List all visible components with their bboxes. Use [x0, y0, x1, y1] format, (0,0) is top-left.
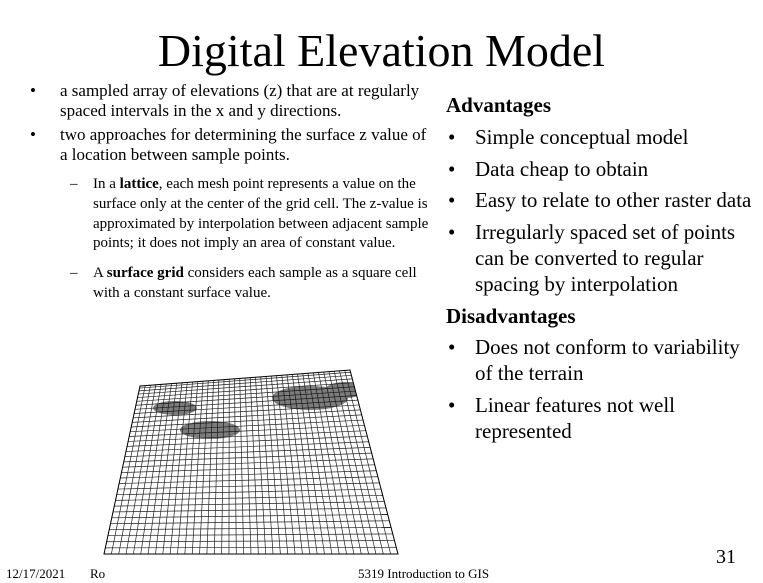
bullet-marker: • — [448, 220, 456, 245]
term-lattice: lattice — [119, 176, 159, 192]
footer-course: 5319 Introduction to GIS — [358, 566, 490, 581]
disadvantage-item — [446, 335, 756, 387]
footer-date: 12/17/2021 — [6, 566, 66, 581]
disadvantage-text: Does not conform to variability of the terrain — [475, 335, 740, 386]
bullet-marker: • — [448, 188, 456, 213]
bullet-marker: • — [448, 156, 456, 181]
bullet-marker: • — [448, 124, 456, 149]
dash-marker: – — [70, 265, 78, 282]
dash-marker: – — [70, 176, 78, 192]
bullet-marker: • — [30, 125, 36, 144]
sub-bullet-text-start: A — [93, 265, 107, 282]
advantage-item — [446, 157, 756, 183]
page-number: 31 — [716, 546, 736, 568]
disadvantage-text: Linear features not well represented — [475, 392, 675, 443]
dem-mesh-illustration — [80, 368, 400, 558]
advantage-text: Irregularly spaced set of points can be converted to regular spacing by interpolation — [475, 220, 736, 296]
disadvantages-heading: Disadvantages — [446, 303, 576, 328]
bullet-marker: • — [30, 81, 36, 100]
advantage-item — [446, 220, 756, 297]
advantage-item — [446, 125, 756, 151]
slide-title: Digital Elevation Model — [157, 25, 606, 76]
bullet-marker: • — [448, 392, 456, 417]
definition-column — [30, 81, 430, 304]
advantage-item — [446, 188, 756, 214]
surface-grid-sub-bullet — [30, 264, 430, 304]
pros-cons-column — [446, 93, 756, 445]
term-surface-grid: surface grid — [106, 265, 184, 282]
footer-author: Ro — [90, 566, 106, 581]
bullet-marker: • — [448, 335, 456, 360]
sub-bullet-text-rest: , each mesh point represents a value on the surface only at the center of the grid cell. The z-value is approximated by interpolation between adjacent sample points; it does not imply an area of constant value. — [93, 176, 429, 252]
bullet-text: two approaches for determining the surface z value of a location between sample points. — [60, 125, 427, 164]
advantage-text: Data cheap to obtain — [475, 156, 649, 181]
sub-bullet-text-rest: considers each sample as a square cell with a constant surface value. — [93, 265, 417, 301]
definition-bullet — [30, 81, 430, 121]
advantages-heading: Advantages — [446, 93, 552, 117]
bullet-text: a sampled array of elevations (z) that are at regularly spaced intervals in the x and y directions. — [60, 81, 420, 120]
sub-bullet-text-start: In a — [93, 176, 120, 192]
advantage-text: Simple conceptual model — [475, 124, 689, 149]
advantage-text: Easy to relate to other raster data — [475, 188, 752, 213]
definition-bullet — [30, 125, 430, 165]
lattice-sub-bullet — [30, 175, 430, 254]
disadvantage-item — [446, 393, 756, 445]
